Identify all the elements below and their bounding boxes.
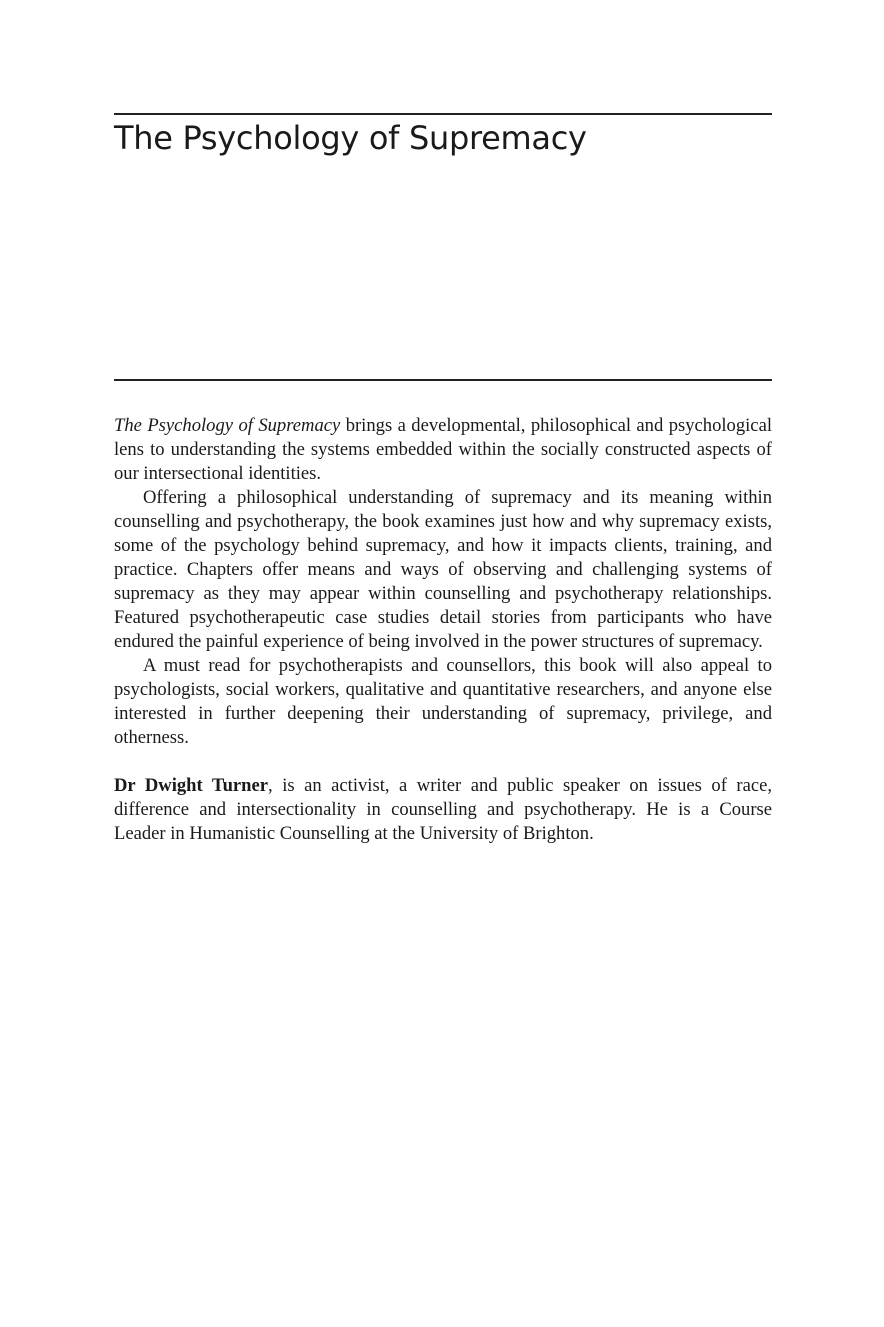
intro-text: brings a developmental, philosophical and psychological lens to understanding the systems embedded within the socially constructed aspects of our intersectional identities. xyxy=(114,415,772,484)
top-rule xyxy=(114,113,772,115)
book-title-italic: The Psychology of Supremacy xyxy=(114,415,341,436)
description-paragraph-3: A must read for psychotherapists and counsellors, this book will also appeal to psychologists, social workers, qualitative and quantitative researchers, and anyone else interested in further deepening their understanding of supremacy, privilege, and otherness. xyxy=(114,655,772,748)
intro-paragraph xyxy=(114,414,772,486)
author-bio xyxy=(114,774,772,846)
book-description xyxy=(114,414,772,846)
page-title: The Psychology of Supremacy xyxy=(114,119,587,157)
description-paragraph-2: Offering a philosophical understanding of supremacy and its meaning within counselling and psychotherapy, the book examines just how and why supremacy exists, some of the psychology behind supremacy, and how it impacts clients, training, and practice. Chapters offer means and ways of observing and challenging systems of supremacy as they may appear within counselling and psychotherapy relationships. Featured psychotherapeutic case studies detail stories from participants who have endured the painful experience of being involved in the power structures of supremacy. xyxy=(114,487,772,652)
author-bio-text: , is an activist, a writer and public speaker on issues of race, difference and intersectionality in counselling and psychotherapy. He is a Course Leader in Humanistic Counselling at the University of Brighton. xyxy=(114,775,772,844)
author-name: Dr Dwight Turner xyxy=(114,775,269,796)
title-bottom-rule xyxy=(114,379,772,381)
